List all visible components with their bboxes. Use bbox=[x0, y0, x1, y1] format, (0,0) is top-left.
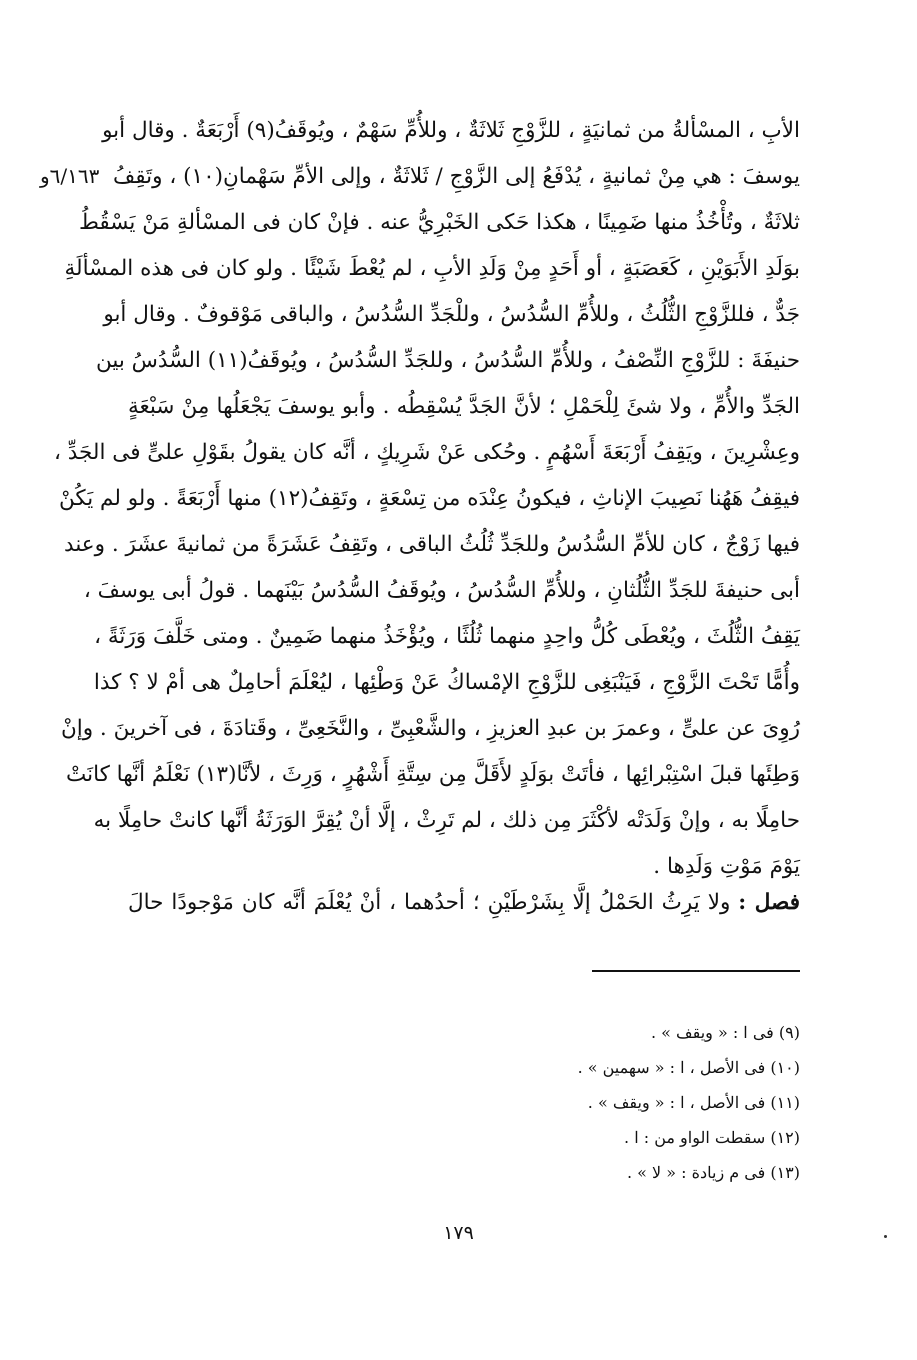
text-line: أبى حنيفةَ للجَدِّ الثُّلُثانِ ، وللأُمِّ السُّدُسُ ، ويُوقَفُ السُّدُسُ بَيْنَهما . قولُ أبى يوسفَ ، bbox=[83, 578, 800, 603]
scan-speck bbox=[884, 1235, 887, 1238]
section-paragraph bbox=[128, 880, 800, 926]
text-line: فيها زَوْجٌ ، كان للأمِّ السُّدُسُ وللجَدِّ ثُلُثُ الباقى ، وتَقِفُ عَشَرَةً من ثمانيةَ عشَرَ . وعند bbox=[64, 532, 800, 557]
text-line: جَدٌّ ، فللزَّوْجِ الثُّلُثُ ، وللأُمِّ السُّدُسُ ، وللْجَدِّ السُّدُسُ ، والباقى مَوْقوفٌ . وقال أبو bbox=[103, 302, 800, 327]
text-line: رُوِىَ عن علىٍّ ، وعمرَ بن عبدِ العزيزِ ، والشَّعْبِىِّ ، والنَّخَعِىِّ ، وقَتادَةَ ، فى آخرينَ . وإنْ bbox=[60, 716, 800, 741]
text-line: يَوْمَ مَوْتِ وَلَدِها . bbox=[653, 854, 800, 879]
text-line: ثلاثَةٌ ، وتُأْخُذُ منها ضَمِينًا ، هكذا حَكى الخَبْرِيُّ عنه . فإنْ كان فى المسْألةِ مَنْ يَسْقُطُ bbox=[78, 210, 800, 235]
footnote: (١١) فى الأصل ، ا : « ويقف » . bbox=[587, 1093, 800, 1112]
footnotes-list bbox=[300, 1015, 800, 1190]
section-first-line bbox=[128, 880, 800, 926]
text-line: بوَلَدِ الأَبَوَيْنِ ، كَعَصَبَةٍ ، أو أَحَدٍ مِنْ وَلَدِ الأبِ ، لم يُعْطَ شَيْئًا . ولو كان فى هذه المسْألَةِ bbox=[64, 256, 800, 281]
text-line: الجَدِّ والأُمِّ ، ولا شئَ لِلْحَمْلِ ؛ لأنَّ الجَدَّ يُسْقِطُه . وأبو يوسفَ يَجْعَلُها مِنْ سَبْعَةٍ bbox=[128, 394, 800, 419]
text-line: وأُمًّا تَحْتَ الزَّوْجِ ، فَيَنْبَغِى للزَّوْجِ الإمْساكُ عَنْ وَطْئِها ، ليُعْلَمَ أحامِلٌ هى أمْ لا ؟ كذا bbox=[93, 670, 800, 695]
text-line: حنيفَةَ : للزَّوْجِ النِّصْفُ ، وللأُمِّ السُّدُسُ ، وللجَدِّ السُّدُسُ ، ويُوقَفُ(١١) السُّدُسُ بين bbox=[95, 348, 800, 373]
footnote: (١٠) فى الأصل ، ا : « سهمين » . bbox=[577, 1058, 800, 1077]
text-line: فيقِفُ هَهُنا نَصِيبَ الإناثِ ، فيكونُ عِنْدَه من تِسْعَةٍ ، وتَقِفُ(١٢) منها أَرْبَعَةً . ولو لم يَكُنْ bbox=[58, 486, 800, 511]
footnote: (١٣) فى م زيادة : « لا » . bbox=[627, 1163, 800, 1182]
margin-folio-reference: ٦/١٦٣و bbox=[40, 164, 100, 188]
text-line: يَقِفُ الثُّلُثَ ، ويُعْطَى كُلُّ واحِدٍ منهما ثُلُثًا ، ويُؤْخَذُ منهما ضَمِينٌ . ومتى خَلَّفَ وَرَثَةً ، bbox=[94, 624, 800, 649]
section-heading: فصل : bbox=[738, 890, 800, 915]
section-text: ولا يَرِثُ الحَمْلُ إلَّا بِشَرْطَيْنِ ؛ أحدُهما ، أنْ يُعْلَمَ أنَّه كان مَوْجودًا حالَ bbox=[128, 890, 731, 915]
footnote: (٩) فى ا : « ويقف » . bbox=[650, 1023, 800, 1042]
text-line: يوسفَ : هي مِنْ ثمانيةٍ ، يُدْفَعُ إلى الزَّوْجِ / ثَلاثَةٌ ، وإلى الأمِّ سَهْمانِ(١٠) ، وتَقِفُ bbox=[113, 164, 800, 189]
page-number: ١٧٩ bbox=[443, 1222, 474, 1244]
text-line: وَطِئَها قبلَ اسْتِبْرائِها ، فأتَتْ بوَلَدٍ لأَقَلَّ مِن سِتَّةِ أَشْهُرٍ ، وَرِثَ ، لأنَّا(١٣) نَعْلَمُ أنَّها كانَتْ bbox=[65, 762, 800, 787]
footnote: (١٢) سقطت الواو من : ا . bbox=[624, 1128, 800, 1147]
footnote-divider bbox=[592, 970, 800, 972]
text-line: حامِلًا به ، وإنْ وَلَدَتْه لأكْثَرَ مِن ذلك ، لم تَرِثْ ، إلَّا أنْ يُقِرَّ الوَرَثَةُ أنَّها كانتْ حامِلًا به bbox=[93, 808, 800, 833]
text-line: الأبِ ، المسْألةُ من ثمانيَةٍ ، للزَّوْجِ ثَلاثَةٌ ، وللأُمِّ سَهْمٌ ، ويُوقَفُ(٩) أَرْبَعَةٌ . وقال أبو bbox=[102, 118, 800, 143]
text-line: وعِشْرِينَ ، ويَقِفُ أَرْبَعَةَ أَسْهُمٍ . وحُكى عَنْ شَرِيكٍ ، أنَّه كان يقولُ بقَوْلِ علىٍّ فى الجَدِّ ، bbox=[53, 440, 800, 465]
